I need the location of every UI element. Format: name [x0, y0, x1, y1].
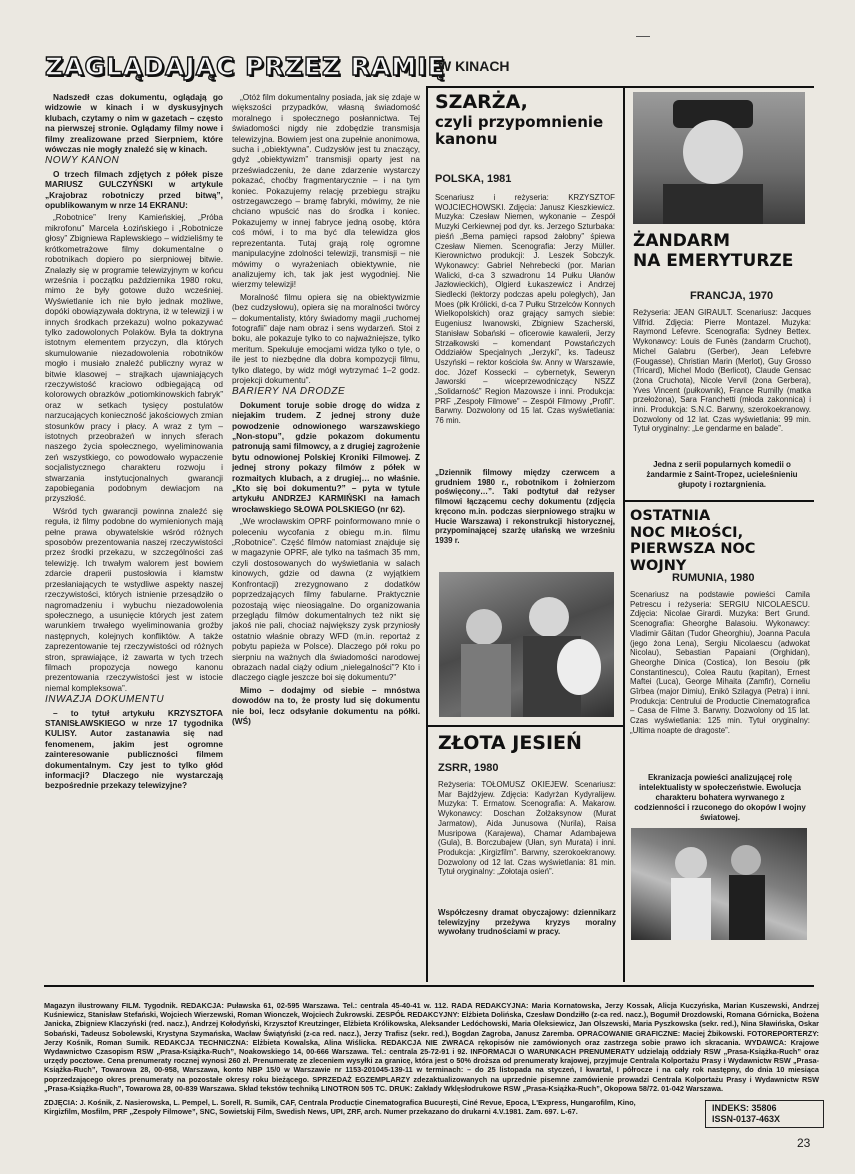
footer-rule: [44, 985, 814, 987]
szarza-still-photo: [439, 572, 614, 717]
film-zandarm-title-line2: NA EMERYTURZE: [633, 250, 794, 271]
index-number: INDEKS: 35806: [712, 1103, 777, 1113]
film-szarza-country: POLSKA, 1981: [435, 173, 512, 185]
film-ostatnia-credits: Scenariusz na podstawie powieści Camila Petrescu i reżyseria: SERGIU NICOLAESCU. Zdjęcia: Nicolae Girardi. Muzyka: Bert Grund. Scenografia: Gheorghe Balasoiu. Wykonawcy: Vladimir Găitan (Tudor Gheorghiu), Joanna Pacula (jego żona Lena), Sergiu Nicolaescu (adwokat Nicolau), Sebastian Papaiani (Orghidan), Gheorghe Dinica (Costica), Ion Besoiu (płk Constantinescu), Colea Rautu (kapitan), Ernest Maftei (Luca), George Mihaita (Zamfir), Corneliu Gîrbea (major Dimiu), Enikö Szilagya (Petra) i inni. Produkcja: Centrului de Productie Cinematografica – Casa de Filme 3. Barwny. Dozwolony od 15 lat. Czas wyświetlania: 125 min. Tytuł oryginalny: „Ultima noapte de dragoste”.: [630, 590, 810, 735]
article-column-1: [45, 92, 223, 980]
film-divider-zlota: [426, 725, 624, 727]
subhead-inwazja: INWAZJA DOKUMENTU: [45, 694, 165, 706]
index-box: [705, 1100, 824, 1128]
film-divider-vertical: [623, 86, 625, 982]
film-ostatnia-country: RUMUNIA, 1980: [672, 572, 755, 584]
paragraph-karminski: Dokument toruje sobie drogę do widza z niejakim trudem. Z jednej strony duże powodzenie odnowionego warszawskiego „Non-stopu”, gdzie pokazom dokumentu patronują sami filmowcy, a z drugiej zagrożenie bytu odnowionej Polskiej Kroniki Filmowej. Z jednej strony pokazy filmów z półek w rozmaitych klubach, a z drugiej… no właśnie. „Kto się boi dokumentu?” – pyta w tytule artykułu ANDRZEJ KARMIŃSKI na łamach wrocławskiego SŁOWA POLSKIEGO (nr 62).: [232, 399, 420, 514]
paragraph-quote-2: Wśród tych gwarancji powinna znaleźć się reguła, iż filmy podobne do wymienionych mają pełne prawa obywatelskie wśród różnych sposobów prezentowania naszej rzeczywistości przez środki przekazu, w szczególności zaś telewizję. Ich trwałym walorem jest bowiem zdarcie draperii pustosłowia i kłamstw przesłaniających te wstydliwe aspekty naszej rzeczywistości, których istnienie przesądziło o nagromadzeniu i wybuchu niezadowolenia społecznego, a usunięcie których jest zatem warunkiem trwałego wyeliminowania groźby następnych, kolejnych konfliktów. A także zaprezentowanie tej rzeczywistości od różnych stron, sprawiające, iż zawarta w tych trzech filmach propozycja nowego kanonu prezentowania rzeczywistości jest w istocie niemal kompleksowa”.: [45, 505, 223, 693]
article-lead: Nadszedł czas dokumentu, oglądają go widzowie w kinach i w dyskusyjnych klubach, czytamy o nim w gazetach – często na pierwszej stronie. Oglądamy filmy nowe i filmy zrealizowane przed Sierpniem, które wówczas nie mogły znaleźć się w kinach.: [45, 92, 223, 155]
paragraph-quote-1: „Robotnice” Ireny Kamieńskiej, „Próba mikrofonu” Marcela Łozińskiego i „Robotnicze głosy” Zbigniewa Raplewskiego – widzieliśmy te krótkometrażowe filmy dokumentalne o robotnikach dopiero po sierpniowej bitwie. Znalazły się w programie telewizyjnym w końcu września i początku października 1980 roku, mimo że były gotowe dużo wcześniej. Wyświetlanie ich nie było jednak możliwe, dopóki obowiązywała doktryna, iż w telewizji i w innych środkach przekazu) wolno pokazywać tylko zadowolonych Polaków. Była ta doktryna istotnym elementem przyczyn, dla których skumulowanie niezadowolenia robotników mogło i musiało znaleźć publiczny wyraz w bitwie klasowej – strajkach ujawniających rzeczywistość kraciowo odbiegającą od kolorowych obrazków „potiomkinowskich fabryk” oraz w setkach tysięcy postulatów narzucających konieczność jakościowych zmian stosunków pracy i płacy. A wraz z tym – istotnych przeobrażeń w innych sferach naszego życia społecznego, wyeliminowania zeń wszystkiego, co powodowało wypaczenie socjalistycznego charakteru rozwoju i stwarzania instytucjonalnych gwarancji zapobiegania podobnym dewiacjom na przyszłość.: [45, 212, 223, 504]
film-szarza-note: „Dziennik filmowy między czerwcem a grudniem 1980 r., robotnikom i żołnierzom poświęcony…”. Taki podtytuł dał reżyser filmowi łączącemu cechy dokumentu (zdjęcia kręcono m.in. podczas sierpniowego strajku w Hucie Warszawa) i rekonstrukcji historycznej, przypominającej szarżę ułańską we wrześniu 1939 r.: [435, 468, 615, 545]
film-zandarm-credits: Reżyseria: JEAN GIRAULT. Scenariusz: Jacques Vilfrid. Zdjęcia: Pierre Montazel. Muzyka: Raymond Lefevre. Scenografia: Sydney Bettex. Wykonawcy: Louis de Funès (żandarm Cruchot), Michel Galabru (Gerber), Jean Lefebvre (Fougasse), Christian Marin (Merlot), Guy Grosso (Tricard), Michel Modo (Berlicot), Claude Gensac (żona Cruchota), Nicole Vervil (żona Gerbera), Yves Vincent (pułkownik), France Rumilly (matka przełożona), Sara Franchetti (młoda zakonnica) i inni. Produkcja: S.N.C. Barwny, szerokoekranowy. Dozwolony od 12 lat. Czas wyświetlania: 99 min. Tytuł oryginalny: „Le gendarme en balade”.: [633, 308, 811, 434]
film-ostatnia-title-line2: NOC MIŁOŚCI,: [630, 524, 744, 541]
photo-credits: ZDJĘCIA: J. Kośnik, Z. Nasierowska, L. Pempel, L. Sorell, R. Sumik, CAF, Centrala Producție Cinematografica București, Ciné Revue, Epoca, L'Express, Hungarofilm, Kino, Kirgizfilm, Mosfilm, PRF „Zespoły Filmowe”, SNC, Sowietskij Film, Swedish News, UPI, ZRF, arch. Numer przekazano do drukarni 4.V.1981. Zam. 697. L-67.: [44, 1098, 636, 1117]
film-zlota-title: ZŁOTA JESIEŃ: [438, 732, 582, 754]
paragraph-quote-5: „We wrocławskim OPRF poinformowano mnie o poleceniu wycofania z obiegu m.in. filmu „Robotnice”. Część filmów natomiast znajduje się w magazynie OPRF, ale tylko na taśmach 35 mm, czyli dostosowanych do wyświetlania w salach kinowych, gdzie od dawna (z wyjątkiem Konfrontacji) zrezygnowano z dodatków poprzedzających filmy fabularne. Praktycznie pozostają więc nieosiągalne. Do organizowania przeglądu filmów dokumentalnych też nikt się jakoś nie pali, chociaż największy zysk przyniosły ostatnio właśnie obrazy WFD (m.in. reportaż z pobytu papieża w Polsce). Dlaczego pół roku po sierpniu na ważnych dla świadomości narodowej obrazach nadal ciąży odium „nielegalności”? Kto i dlaczego ciągle jeszcze boi się dokumentu?”: [232, 516, 420, 683]
paragraph-closing: Mimo – dodajmy od siebie – mnóstwa dowodów na to, że prosty lud się dokumentu nie boi, lecz odsyłanie dokumentu na półki. (WŚ): [232, 684, 420, 726]
film-ostatnia-title: [630, 508, 814, 575]
edge-mark: [636, 36, 650, 37]
issn-number: ISSN-0137-463X: [712, 1114, 781, 1124]
column-divider: [426, 86, 428, 982]
subhead-nowy-kanon: NOWY KANON: [45, 155, 120, 167]
ostatnia-still-photo: [631, 828, 807, 940]
film-ostatnia-title-line3: PIERWSZA NOC WOJNY: [630, 541, 756, 575]
paragraph-stanislawski: – to tytuł artykułu KRZYSZTOFA STANISŁAWSKIEGO w nrze 17 tygodnika KULISY. Autor zastanawia się nad fenomenem, jakim jest ogromne zainteresowanie publiczności filmem dokumentalnym. Czy jest to tylko głód informacji? Dlaczego nie wystarczają bezpośrednie przekazy telewizyjne?: [45, 707, 223, 791]
film-zlota-country: ZSRR, 1980: [438, 762, 499, 774]
section-label: W KINACH: [438, 58, 510, 74]
film-ostatnia-title-line1: OSTATNIA: [630, 508, 711, 524]
film-szarza-title-line3: kanonu: [435, 130, 498, 149]
film-zlota-note: Współczesny dramat obyczajowy: dziennikarz telewizyjny przeżywa kryzys moralny wywołany trudnościami w pracy.: [438, 908, 616, 937]
film-zlota-credits: Reżyseria: TOŁOMUSZ OKIEJEW. Scenariusz: Mar Bajdżyjew. Zdjęcia: Kadyrżan Kydyralijew. Muzyka: T. Ermatow. Scenografia: A. Makarow. Wykonawcy: Doschan Żołżaksynow (Murat Jarmatow), Aida Junusowa (Nurila), Raisa Musripowa (Karajewa), Chamar Adambajewa (Gula), B. Borczubajew (Ułan, syn Murata) i inni. Produkcja: „Kirgizfilm”. Barwny, szerokoekranowy. Dozwolony od 12 lat. Czas wyświetlania: 81 min. Tytuł oryginalny: „Zołotaja osień”.: [438, 780, 616, 877]
film-szarza-title: [435, 92, 615, 148]
zandarm-still-photo: [633, 92, 805, 224]
subhead-bariery: BARIERY NA DRODZE: [232, 386, 346, 398]
page-number: 23: [797, 1136, 811, 1150]
photo-figures-icon: [439, 572, 614, 717]
masthead: Magazyn ilustrowany FILM. Tygodnik. REDAKCJA: Puławska 61, 02-595 Warszawa. Tel.: centrala 45-40-41 w. 112. RADA REDAKCYJNA: Maria Kornatowska, Jerzy Kossak, Alicja Kuczyńska, Marian Kuszewski, Andrzej Kuśniewicz, Stanisław Stefański, Wojciech Wierzewski, Roman Wionczek, Wojciech Żukrowski. ZESPÓŁ REDAKCYJNY: Elżbieta Dolińska, Czesław Dondziłło (z-ca red. nacz.), Bogumił Drozdowski, Romana Górnicka, Bożena Janicka, Zbigniew Klaczyński (red. nacz.), Andrzej Kołodyński, Krzysztof Kreutzinger, Elżbieta Królikowska, Aleksander Ledóchowski, Maria Oleksiewicz, Jan Olszewski, Maria Pyszkowska (sekr. red.), Nina Sławińska, Oskar Sobański, Tadeusz Sobolewski, Krystyna Szymańska, Wacław Świątyński (z-ca red. nacz.), Jerzy Trafisz (sekr. red.), Bogdan Zagroba, Janusz Zaremba. OPRACOWANIE GRAFICZNE: Maciej Żbikowski. FOTOREPORTERZY: Jerzy Kośnik, Roman Sumik. REDAKCJA TECHNICZNA: Elżbieta Kowalska, Alina Wiślicka. REDAKCJA NIE ZWRACA rękopisów nie zamówionych oraz zastrzega sobie prawo ich skracania. WYDAWCA: Krajowe Wydawnictwo Czasopism RSW „Prasa-Książka-Ruch”, Noakowskiego 14, 00-666 Warszawa. Tel.: centrala 25-72-91 i 92. INFORMACJI O WARUNKACH PRENUMERATY udzielają oddziały RSW „Prasa-Książka-Ruch” oraz urzędy pocztowe. Cena prenumeraty rocznej wynosi 260 zł. Prenumeratę ze zleceniem wysyłki za granicę, która jest o 50% droższa od prenumeraty krajowej, przyjmuje Centrala Kolportażu Prasy i Wydawnictw RSW „Prasa-Książka-Ruch”, Towarowa 28, 00-958, Warszawa, konto NBP 15/0 w Warszawie nr 1153-201045-139-11 w terminach: – do 25 listopada na styczeń, I kwartał, I półrocze i na cały rok następny, do dnia 10 miesiąca poprzedzającego okres prenumeraty na pozostałe okresy roku bieżącego. SPRZEDAŻ EGZEMPLARZY zdezaktualizowanych na uprzednie pisemne zamówienie prowadzi Centrala Kolportażu Prasy i Wydawnictw RSW „Prasa-Książka-Ruch”, Towarowa 28, 00-839 Warszawa. Skład tekstów techniką LINOTRON 505 TC. DRUK: Zakłady Wklęsłodrukowe RSW „Prasa-Książka-Ruch”, Okopowa 58/72. 01-042 Warszawa.: [44, 1001, 819, 1093]
paragraph-quote-4: Moralność filmu opiera się na obiektywizmie (bez cudzysłowu), opiera się na moralności twórcy – dokumentalisty, który świadomy magii „ruchomej fotografii” daje nam obraz i sens wydarzeń. Stoi z boku, ale pokazuje tylko to co najważniejsze, tylko meritum. Spekuluje emocjami widza tylko o tyle, o ile jest to niezbędne dla dobra kompozycji filmu, tylko dlatego, by widz mógł wytrzymać 1–2 godz. projekcji dokumentu”.: [232, 291, 420, 385]
photo-gendarme-icon: [633, 92, 805, 224]
film-zandarm-title-line1: ŻANDARM: [633, 231, 730, 251]
film-ostatnia-note: Ekranizacja powieści analizującej rolę intelektualisty w społeczeństwie. Ewolucja charakteru bohatera wyrwanego z codzienności i rzuconego do okopów I wojny światowej.: [634, 773, 806, 822]
film-zandarm-title: [633, 232, 813, 271]
paragraph-gulczynski: O trzech filmach zdjętych z półek pisze MARIUSZ GULCZYŃSKI w artykule „Krajobraz robotniczy przed bitwą”, opublikowanym w nrze 14 EKRANU:: [45, 168, 223, 211]
film-szarza-credits: Scenariusz i reżyseria: KRZYSZTOF WOJCIECHOWSKI. Zdjęcia: Janusz Kieszkiewicz. Muzyka: Czesław Niemen, wykonanie – Zespół Muzyki Cerkiewnej pod dyr. ks. Jerzego Szturbaka: pieśń „Bema pamięci rapsod żałobny” śpiewa Czesław Niemen. Scenografia: Jerzy Müller. Kierownictwo produkcji: J. Leszek Sobczyk. Wykonawcy: Gabriel Nehrebecki (por. Marian Walicki, d-ca 3 szwadronu 14 Pułku Ułanów Jazłowieckich), Olgierd Łukaszewicz i Andrzej Siedlecki (lektorzy podczas apelu poległych), Jan Moes (płk Królicki, d-ca 7 Pułku Strzelców Konnych Wielkopolskich) oraz grający samych siebie: Eugeniusz Iwanowski, Zbigniew Szacherski, Stanisław Sobański – oficerowie kawalerii, Jerzy Strzałkowski – komendant Powstańczych Oddziałów Specjalnych „Jerzyki”, ks. Tadeusz Uszyński – rektor kościoła św. Anny w Warszawie, doc. Józef Kossecki – cybernetyk, Seweryn Jaworski – wiceprzewodniczący NSZZ „Solidarność” Region Mazowsze i inni. Produkcja: PRF „Zespoły Filmowe” – Zespół Filmowy „Profil”. Barwny. Dozwolony od 15 lat. Czas wyświetlania: 76 min.: [435, 193, 615, 426]
film-szarza-title-line2: czyli przypomnienie: [435, 112, 604, 131]
film-zandarm-note: Jedna z serii popularnych komedii o żandarmie z Saint-Tropez, ucieleśnieniu głupoty i roztargnienia.: [646, 460, 798, 489]
paragraph-quote-3: „Otóż film dokumentalny posiada, jak się zdaje w większości przypadków, własną świadomość moralnego i społecznego posłannictwa. Tej świadomości nigdy nie zdobędzie transmisja telewizyjna. Bowiem jest ona zupełnie anonimowa, sucha i „obiektywna”. Cudzysłów jest tu znaczący, gdyż „obiektywizm” transmisji oparty jest na przeświadczeniu, że dane zdarzenie wystarczy pokazać, choćby fragmentarycznie – i na tym koniec. Pokazujemy relację przebiegu strajku ostrzegawczego – bramę fabryki, mówimy, że nie chciano wpuścić nas do środka i koniec. Pokazujemy w innej fabryce jedną osobę, która coś mówi, i to ma być dla telewidza głos reprezentanta. Tutaj grają rolę ogromne manipulacyjne zdolności telewizji, transmisji – nie mówimy o wyrażeniach obiektywnie, nie analizujemy ich, tak jak jest wygodniej. Nie wierzmy telewizji!: [232, 92, 420, 290]
film-divider-ostatnia: [624, 500, 814, 502]
photo-couple-icon: [631, 828, 807, 940]
film-zandarm-country: FRANCJA, 1970: [690, 290, 774, 302]
film-szarza-title-line1: SZARŻA,: [435, 91, 528, 113]
banner-title: ZAGLĄDAJĄC PRZEZ RAMIĘ: [45, 52, 446, 81]
section-divider: [426, 86, 814, 88]
article-column-2: [232, 92, 420, 980]
